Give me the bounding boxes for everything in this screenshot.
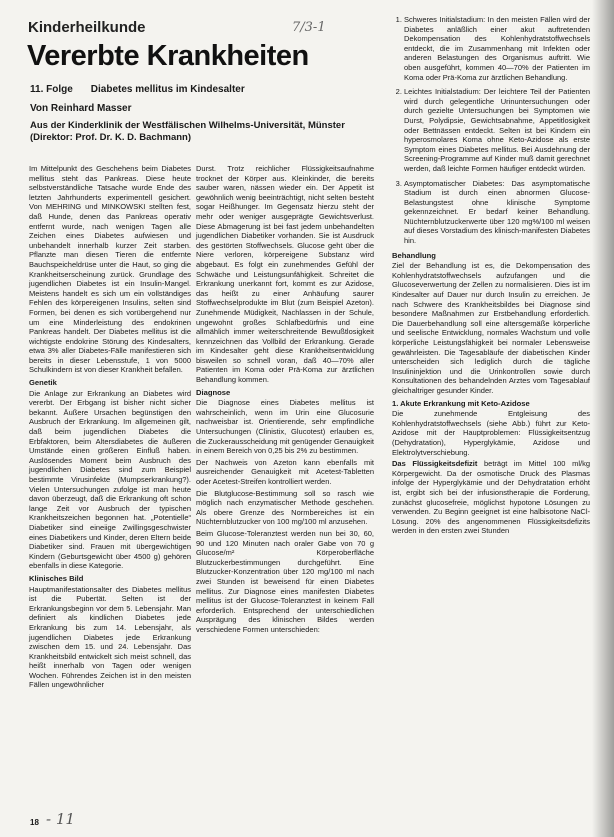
form-item: 1. Schweres Initialstadium: In den meisten Fällen wird der Diabetes anläßlich einer akut auftretenden Dekompensation des Kohlenhydratstoffwechsels entdeckt, die im Zusammenhang mit Infekten oder anderen Belastungen des Organismus auftritt. Wie oben ausgeführt, kommen 40—70% der Patienten im Koma oder Prä-Koma zur ärztlichen Behandlung. [404,15,590,82]
article-title: Vererbte Krankheiten [27,40,309,72]
section-heading-genetik: Genetik [29,378,57,388]
acute-paragraph: Die zunehmende Entgleisung des Kohlenhydratstoffwechsels (siehe Abb.) führt zur Keto-Azidose mit der Hauptproblemen: Flüssigkeitsentzug (Dehydratation), Hyperglykämie, Azidose und Elektrolytverschiebung. [392,409,590,457]
text-column-2 [196,164,374,637]
series-topic: Diabetes mellitus im Kindesalter [90,84,245,95]
diagnosis-paragraph-3: Die Blutglucose-Bestimmung soll so rasch wie möglich nach enzymatischer Methode geschehen. Als obere Grenze des Normbereiches ist ein Nüchternblutzucker von 100 mg/100 ml anzusehen. [196,488,374,527]
text-column-1 [29,164,191,692]
diagnosis-paragraph-4: Beim Glucose-Toleranztest werden nun bei 30, 60, 90 und 120 Minuten nach oraler Gabe von 70 g Glucose/m² Körperoberfläche Blutzuckerbestimmungen durchgeführt. Eine Blutzucker-Konzentration über 120 mg/100 ml nach zwei Stunden ist beweisend für einen Diabetes mellitus. Zur Diagnose eines manifesten Diabetes mellitus ist der Glucose-Toleranztest in keinem Fall erforderlich. Entsprechend der unterschiedlichen Ausprägung des klinischen Bildes werden verschiedene Formen unterschieden: [196,528,374,634]
fluid-text: beträgt im Mittel 100 ml/kg Körpergewicht. Da der osmotische Druck des Plasmas infolge der Hyperglykämie und der Dehydratation erhöht ist, ergibt sich bei der infusionstherapie die Forderung, zunächst glucosefreie, möglichst hypotone Lösungen zu verwenden. Zu Beginn geeignet ist eine halbisotone NaCl-Lösung. 20% des angenommenen Flüssigkeitsdefizits werden in den ersten zwei Stunden [392,459,590,536]
symptoms-paragraph: Durst. Trotz reichlicher Flüssigkeitsaufnahme trocknet der Körper aus. Kleinkinder, die bereits sauber waren, nässen wieder ein. Der Appetit ist gewöhnlich wenig beeinträchtigt, nicht selten besteht sogar Heißhunger. Im Gegensatz hierzu steht der mehr oder weniger ausgeprägte Gewichtsverlust. Diese Abmagerung ist bei fast jedem unbehandelten jugendlichen Diabetiker vorhanden. Sie ist Ausdruck des gestörten Stoffwechsels. Glucose geht über die Niere verloren, körpereigene Substanz wird abgebaut. Es folgt ein zunehmendes Gefühl der Schwäche und Leistungsunfähigkeit. Schreitet die Erkrankung unerkannt fort, kommt es zur Azidose, das heißt zu einer Anhäufung saurer Stoffwechselprodukte im Blut (zum Beispiel Azeton). Zunehmende Müdigkeit, Nachlassen in der Schule, ungewohnt großes Schlafbedürfnis und eine allmählich immer weiterschreitende Bewußtlosigkeit kennzeichnen das Vollbild der Erkrankung. Gerade im Kindesalter geht diese Krankheitsentwicklung bisweilen so schnell voran, daß 40—70% aller Patienten im Koma oder Prä-Koma zur ärztlichen Behandlung kommen. [196,164,374,385]
form-item: 2. Leichtes Initialstadium: Der leichtere Teil der Patienten wird durch gelegentliche Urinuntersuchungen oder durch gezielte Untersuchungen bei Symptomen wie Durst, Polydipsie, Gewichtsabnahme, Appetitlosigkeit oder Bettnässen entdeckt. Selten ist bei Kindern ein hyperosmolares Koma ohne Keto-Azidose als erste Symptom eines Diabetes mellitus. Bei Ausdehnung der Screening-Programme auf Kinder muß damit gerechnet werden, daß leichte Formen häufiger entdeckt würden. [404,87,590,173]
forms-list [392,15,590,246]
fluid-label: Das Flüssigkeitsdefizit [392,459,478,469]
page-number: 18 [30,818,39,827]
institution-line: Aus der Kinderklinik der Westfälischen Wilhelms-Universität, Münster (Direktor: Prof. Dr. K. D. Bachmann) [30,120,345,143]
author-line: Von Reinhard Masser [30,103,132,114]
scan-edge-shadow [592,0,614,837]
series-number: 11. Folge [30,84,73,95]
intro-paragraph: Im Mittelpunkt des Geschehens beim Diabetes mellitus steht das Pankreas. Diese heute selbstverständliche Tatsache wurde Ende des letzten Jahrhunderts experimentell gesichert. Von MEHRING und MINKOWSKI stellten fest, daß Hunde, denen das Pankreas operativ entfernt wurde, nach wenigen Tagen alle Zeichen eines Diabetes aufwiesen und unbehandelt innerhalb kurzer Zeit starben. Pflanzte man diesen Tieren die entfernte Bauchspeicheldrüse unter die Haut, so ging die Krankheitserscheinung zurück. Grundlage des jugendlichen Diabetes ist ein Insulin-Mangel. Meistens handelt es sich um ein vollständiges Fehlen des körpereigenen Insulins, selten sind Formen, bei denen es sich vorübergehend nur um eine Minderleistung des endokrinen Pankreas handelt. Der Diabetes mellitus ist die wichtigste endokrine Störung des Kindesalters, etwa 3% aller Diabetes-Fälle manifestieren sich bereits in dieser Lebensstufe, 1 von 5000 Schulkindern ist von dieser Krankheit befallen. [29,164,191,375]
handwritten-annotation: 7/3-1 [292,20,326,35]
section-heading-clinical: Klinisches Bild [29,573,84,583]
fluid-paragraph [392,459,590,536]
text-column-3 [392,15,590,538]
section-heading-treatment: Behandlung [392,250,436,260]
section-heading-acute: 1. Akute Erkrankung mit Keto-Azidose [392,398,530,408]
handwritten-page-note: - 11 [46,810,75,828]
clinical-paragraph: Hauptmanifestationsalter des Diabetes mellitus ist die Pubertät. Selten ist der Erkrankungsbeginn vor dem 5. Lebensjahr. Man definiert als kindlichen Diabetes jede Erkrankung bis zum 14. Lebensjahr, als jugendlichen Diabetes jede Erkrankung zwischen dem 15. und 24. Lebensjahr. Das Krankheitsbild entwickelt sich meist schnell, das heißt innerhalb von Tagen oder wenigen Wochen. Führendes Zeichen ist in den meisten Fällen ungewöhnlicher [29,584,191,690]
diagnosis-paragraph-1: Die Diagnose eines Diabetes mellitus ist wahrscheinlich, wenn im Urin eine Glucosurie nachweisbar ist. Orientierende, sehr empfindliche Untersuchungen (Clinistix, Glucotest) erlauben es, die Zuckerausscheidung mit genügender Genauigkeit in einem Bereich von 0,25 bis 2% zu bestimmen. [196,398,374,456]
section-heading-diagnose: Diagnose [196,387,231,397]
genetics-paragraph: Die Anlage zur Erkrankung an Diabetes wird vererbt. Der Erbgang ist bisher nicht sicher bekannt. Äußere Ursachen begünstigen den Ausbruch der Erkrankung. Im allgemeinen gilt, daß beim jugendlichen Diabetes die Erbfaktoren, beim Altersdiabetes die äußeren Umstände einen größeren Einfluß haben. Auslösendes Moment beim Ausbruch des jugendlichen Diabetes sind zum Beispiel bestimmte Virusinfekte (Mumpserkrankung?). Vielen Untersuchungen zufolge ist man heute davon überzeugt, daß die Erkrankung oft schon lange Zeit vor Ausbruch der typischen Krankheitszeichen begonnen hat. „Potentielle“ Diabetiker sind eineiige Zwillingsgeschwister eines Diabetikers und Kinder, deren Eltern beide Diabetiker sind. Frauen mit übergewichtigen Kindern (Geburtsgewicht über 4500 g) gehören ebenfalls in diese Kategorie. [29,388,191,571]
diagnosis-paragraph-2: Der Nachweis von Azeton kann ebenfalls mit ausreichender Genauigkeit mit Acetest-Tabletten oder Acetest-Streifen kontrolliert werden. [196,457,374,486]
form-item: 3. Asymptomatischer Diabetes: Das asymptomatische Stadium ist durch einen abnormen Glucose-Belastungstest ohne klinische Symptome gekennzeichnet. Er bedarf keiner Behandlung. Nüchternblutzuckerwerte über 120 mg%/100 ml weisen auf dieses Vorstadium des klinisch-manifesten Diabetes hin. [404,179,590,246]
treatment-paragraph: Ziel der Behandlung ist es, die Dekompensation des Kohlenhydratstoffwechsels aufzufangen und die Glucoseverwertung der Zellen zu normalisieren. Dies ist im Kindesalter auf Dauer nur durch Insulin zu erreichen. Je nach Schwere des Krankheitsbildes bei Diagnose sind besondere Maßnahmen zur Erstbehandlung erforderlich. Die Dauerbehandlung soll eine altersgemäße körperliche und seelische Entwicklung, normales Wachstum und volle körperliche Leistungsfähigkeit bei normaler Lebensweise gewährleisten. Die Tagesabläufe der diabetischen Kinder unterscheiden sich lediglich durch die tägliche Insulininjektion und die Urinkontrollen sowie durch Konsultationen des behandelnden Arztes vom Tagesablauf gleichaltriger gesunder Kinder. [392,261,590,395]
series-line [30,84,245,95]
section-rubric: Kinderheilkunde [28,19,146,36]
